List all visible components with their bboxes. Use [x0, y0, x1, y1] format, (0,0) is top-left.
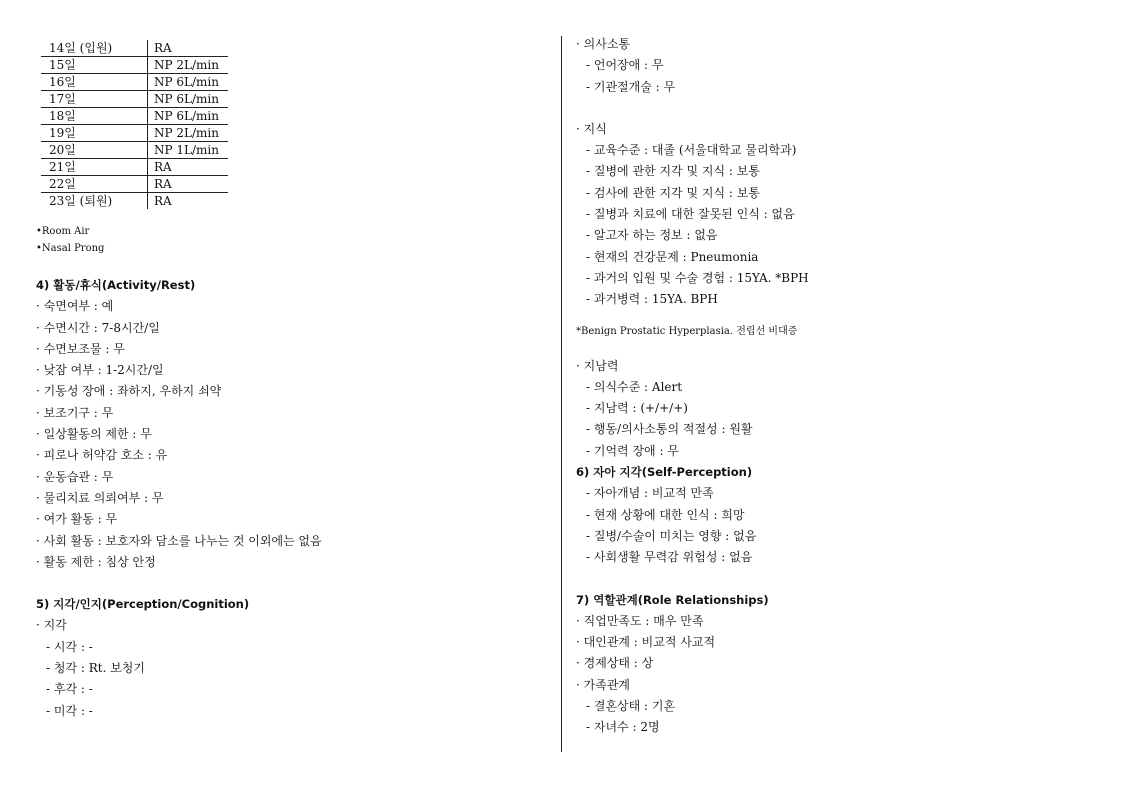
perception-item: - 미각 : - — [46, 703, 93, 718]
right-column — [576, 34, 1096, 739]
oxygen-value-cell: RA — [154, 194, 172, 208]
family-item: - 결혼상태 : 기혼 — [586, 699, 676, 714]
activity-item: · 사회 활동 : 보호자와 담소를 나누는 것 이외에는 없음 — [36, 533, 322, 548]
perception-label: · 지각 — [36, 618, 67, 633]
activity-item: · 일상활동의 제한 : 무 — [36, 427, 152, 442]
role-item: · 대인관계 : 비교적 사교적 — [576, 635, 716, 650]
oxygen-day-cell: 20일 — [41, 142, 148, 159]
activity-item: · 물리치료 의뢰여부 : 무 — [36, 490, 164, 505]
oxygen-table-row — [41, 40, 228, 57]
family-list — [576, 696, 1096, 739]
oxygen-value-cell: NP 6L/min — [148, 91, 229, 108]
communication-list — [576, 55, 1096, 98]
activity-item: · 활동 제한 : 침상 안정 — [36, 554, 156, 569]
perception-item: - 청각 : Rt. 보청기 — [46, 661, 145, 676]
orientation-item: - 기억력 장애 : 무 — [586, 443, 679, 458]
communication-item: - 언어장애 : 무 — [586, 58, 664, 73]
communication-item: - 기관절개술 : 무 — [586, 79, 676, 94]
self-perception-heading: 6) 자아 지각(Self-Perception) — [576, 465, 753, 480]
orientation-label: · 지남력 — [576, 358, 619, 373]
communication-label: · 의사소통 — [576, 37, 630, 51]
self-perception-list — [576, 483, 1096, 568]
oxygen-day-cell: 14일 (입원) — [41, 40, 148, 57]
activity-item: · 보조기구 : 무 — [36, 405, 114, 420]
role-heading: 7) 역할관계(Role Relationships) — [576, 592, 769, 607]
perception-heading: 5) 지각/인지(Perception/Cognition) — [36, 597, 250, 612]
oxygen-table-row — [41, 74, 228, 91]
oxygen-day-cell: 15일 — [41, 57, 148, 74]
orientation-item: - 지남력 : (+/+/+) — [586, 401, 688, 416]
oxygen-table-row — [41, 193, 228, 210]
knowledge-item: - 과거의 입원 및 수술 경험 : 15YA. *BPH — [586, 270, 809, 285]
activity-item: · 운동습관 : 무 — [36, 469, 114, 484]
oxygen-table-row — [41, 176, 228, 193]
footnote-nasal-prong: •Nasal Prong — [36, 243, 105, 254]
oxygen-day-cell: 16일 — [41, 74, 148, 91]
orientation-item: - 의식수준 : Alert — [586, 379, 683, 394]
activity-item: · 기동성 장애 : 좌하지, 우하지 쇠약 — [36, 384, 222, 399]
knowledge-item: - 질병에 관한 지각 및 지식 : 보통 — [586, 164, 760, 179]
knowledge-list — [576, 140, 1096, 310]
perception-item: - 시각 : - — [46, 639, 93, 654]
activity-item: · 숙면여부 : 예 — [36, 299, 114, 314]
self-perception-item: - 자아개념 : 비교적 만족 — [586, 486, 714, 501]
knowledge-item: - 교육수준 : 대졸 (서울대학교 물리학과) — [586, 143, 797, 158]
oxygen-day-cell: 21일 — [41, 159, 148, 176]
perception-item: - 후각 : - — [46, 682, 93, 697]
oxygen-day-cell: 17일 — [41, 91, 148, 108]
oxygen-table-row — [41, 142, 228, 159]
knowledge-item: - 과거병력 : 15YA. BPH — [586, 292, 718, 307]
activity-item: · 낮잠 여부 : 1-2시간/일 — [36, 363, 164, 378]
knowledge-item: - 알고자 하는 정보 : 없음 — [586, 228, 718, 243]
oxygen-value-cell: NP 2L/min — [148, 57, 229, 74]
knowledge-label: · 지식 — [576, 121, 607, 136]
self-perception-item: - 현재 상황에 대한 인식 : 희망 — [586, 507, 745, 522]
oxygen-day-cell: 19일 — [41, 125, 148, 142]
knowledge-item: - 검사에 관한 지각 및 지식 : 보통 — [586, 185, 760, 200]
activity-item: · 여가 활동 : 무 — [36, 512, 118, 527]
role-item: · 경제상태 : 상 — [576, 656, 654, 671]
oxygen-table-body — [41, 40, 228, 209]
self-perception-item: - 사회생활 무력감 위험성 : 없음 — [586, 550, 753, 565]
oxygen-value-cell: NP 2L/min — [148, 125, 229, 142]
oxygen-table-row — [41, 57, 228, 74]
column-divider — [561, 36, 562, 752]
role-item: · 가족관계 — [576, 677, 630, 692]
activity-item: · 수면보조물 : 무 — [36, 341, 125, 356]
activity-item: · 수면시간 : 7-8시간/일 — [36, 320, 160, 335]
oxygen-value-cell: NP 6L/min — [148, 108, 229, 125]
orientation-list — [576, 377, 1096, 462]
knowledge-item: - 현재의 건강문제 : Pneumonia — [586, 249, 759, 264]
oxygen-table — [41, 40, 228, 209]
activity-list — [36, 296, 536, 573]
perception-list — [36, 637, 536, 722]
left-column — [36, 40, 536, 722]
oxygen-value-cell: NP 1L/min — [148, 142, 229, 159]
oxygen-table-row — [41, 108, 228, 125]
oxygen-value-cell: NP 6L/min — [148, 74, 229, 91]
orientation-item: - 행동/의사소통의 적절성 : 원활 — [586, 422, 753, 437]
oxygen-value-cell: RA — [148, 176, 229, 193]
oxygen-value-cell: RA — [148, 40, 229, 57]
knowledge-item: - 질병과 치료에 대한 잘못된 인식 : 없음 — [586, 207, 795, 222]
self-perception-item: - 질병/수술이 미치는 영향 : 없음 — [586, 528, 757, 543]
role-item: · 직업만족도 : 매우 만족 — [576, 613, 704, 628]
oxygen-table-row — [41, 91, 228, 108]
oxygen-day-cell: 22일 — [41, 176, 148, 193]
oxygen-table-row — [41, 159, 228, 176]
role-list — [576, 611, 1096, 696]
oxygen-value-cell: RA — [148, 159, 229, 176]
footnote-room-air: •Room Air — [36, 226, 90, 237]
oxygen-day-cell: 23일 (퇴원) — [41, 193, 148, 210]
bph-footnote: *Benign Prostatic Hyperplasia. 전립선 비대증 — [576, 325, 798, 337]
oxygen-day-cell: 18일 — [41, 108, 148, 125]
oxygen-table-row — [41, 125, 228, 142]
family-item: - 자녀수 : 2명 — [586, 720, 660, 735]
activity-heading: 4) 활동/휴식(Activity/Rest) — [36, 278, 196, 292]
activity-item: · 피로나 허약감 호소 : 유 — [36, 448, 168, 463]
